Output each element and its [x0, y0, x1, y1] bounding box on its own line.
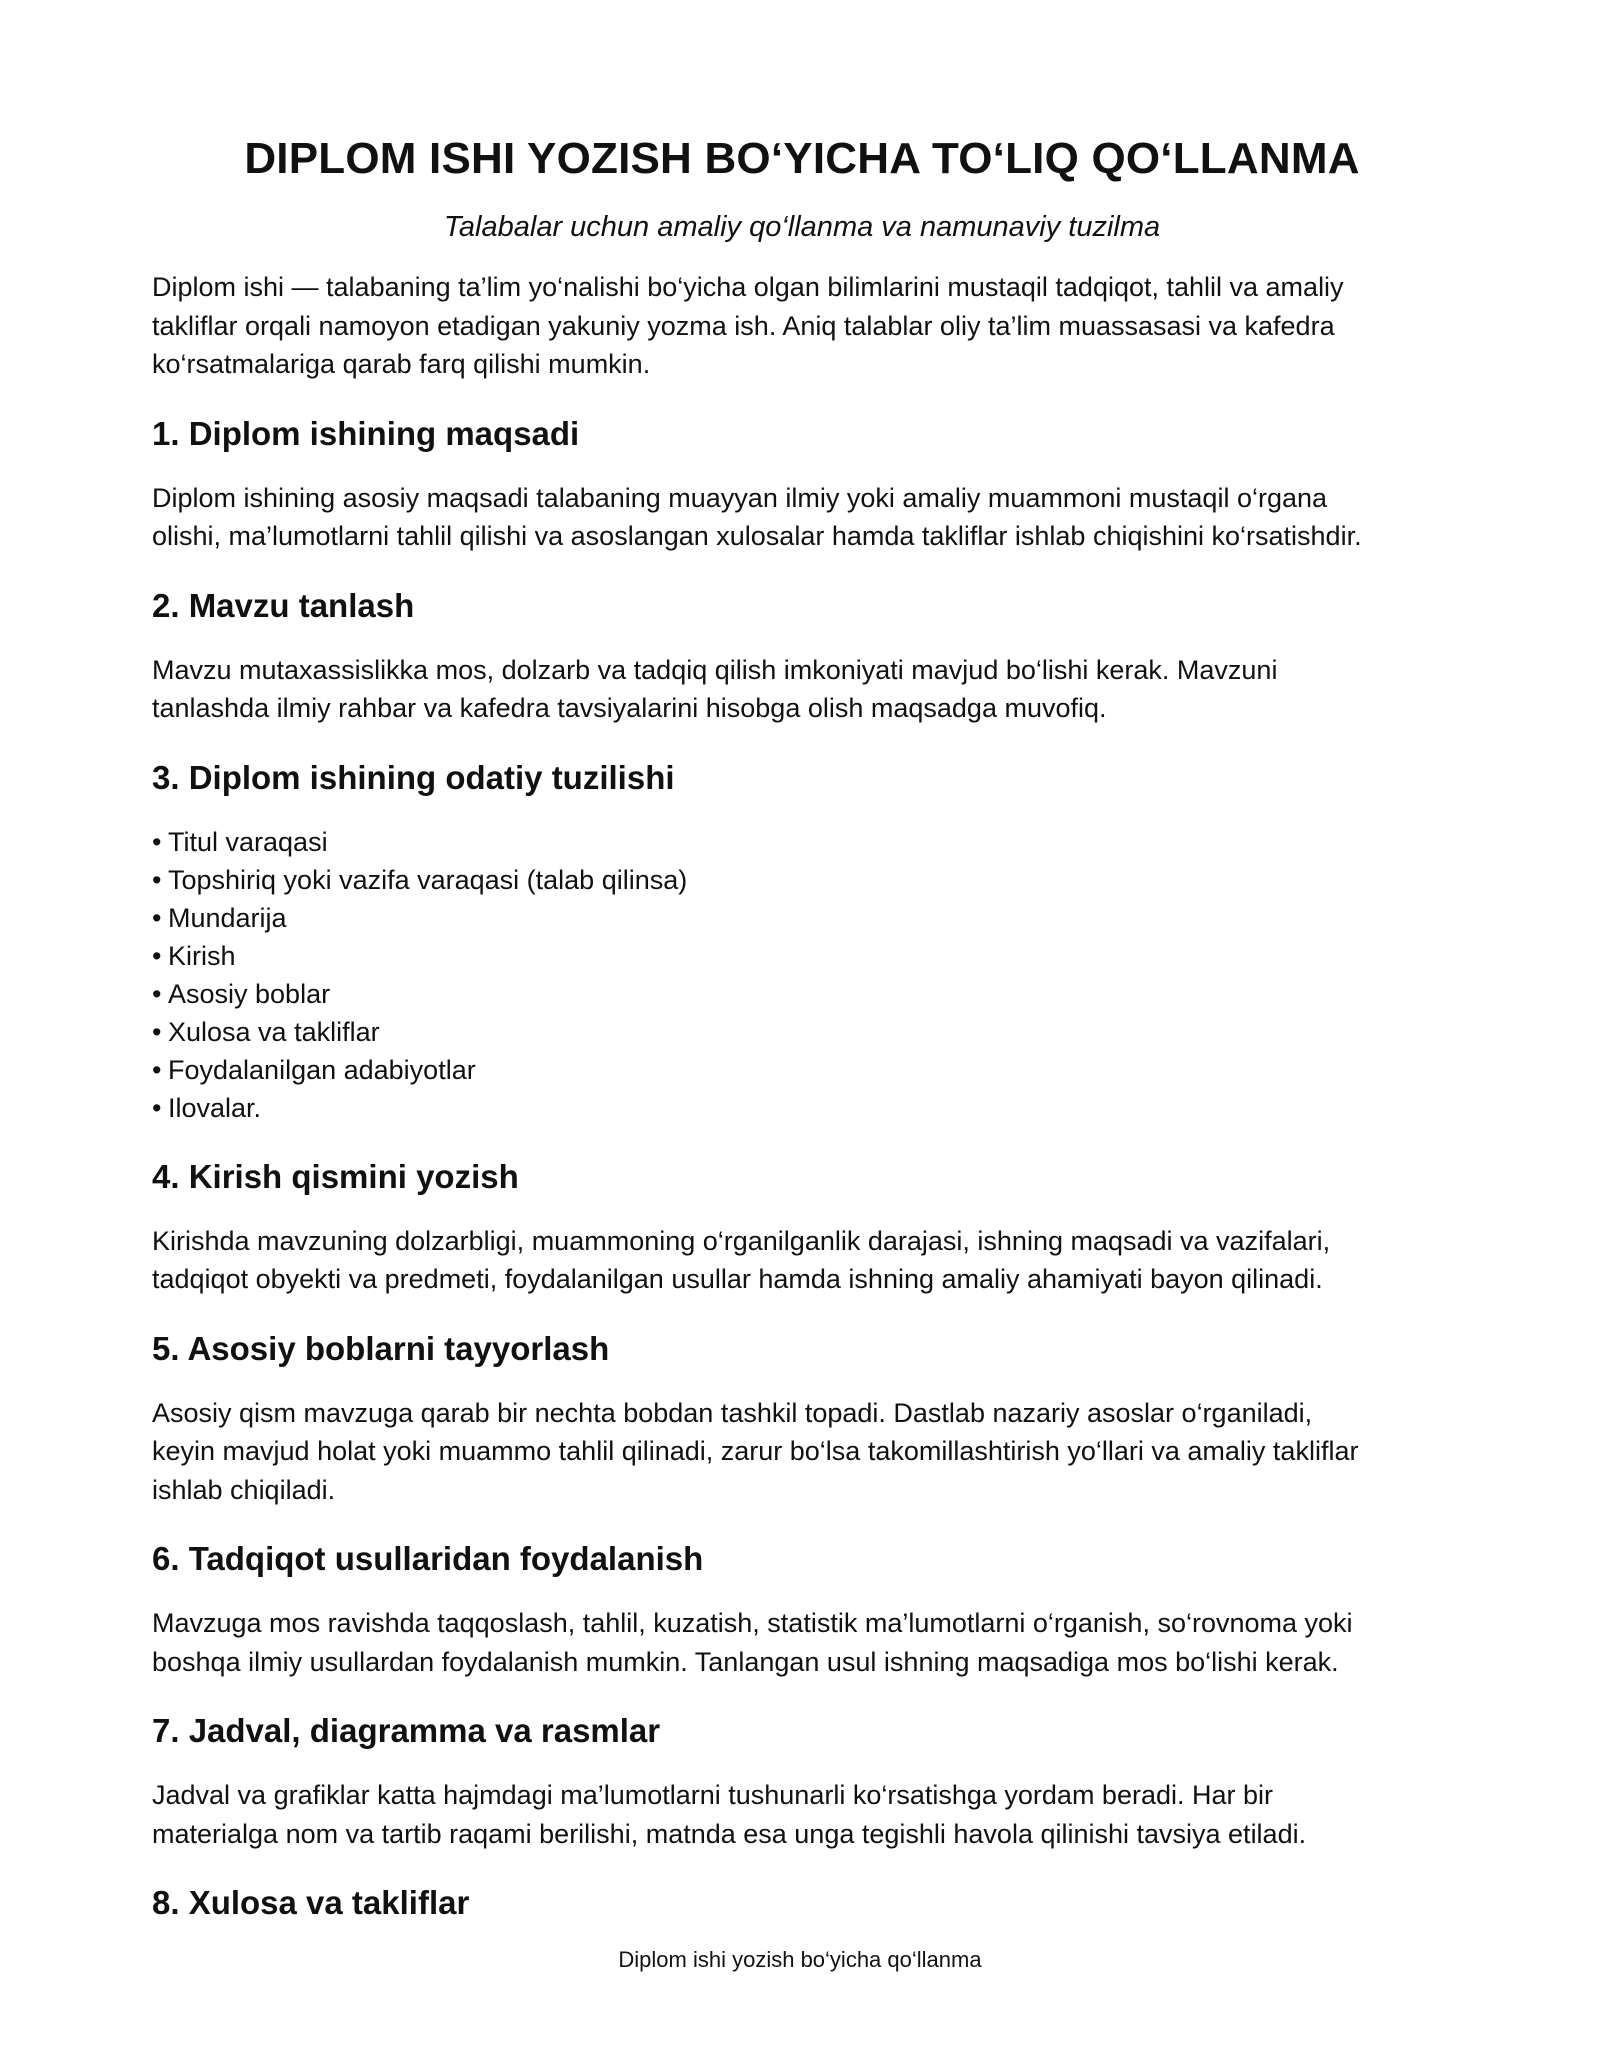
section-body-introduction	[152, 1222, 1452, 1299]
section-body-main-chapters	[152, 1394, 1452, 1510]
intro-line: takliflar orqali namoyon etadigan yakuniy yozma ish. Aniq talablar oliy ta’lim muassasasi va kafedra	[152, 310, 1335, 341]
bullet-icon: •	[152, 902, 162, 933]
paragraph-line: ishlab chiqiladi.	[152, 1474, 336, 1505]
section-body-tables-figures	[152, 1776, 1452, 1853]
paragraph-line: olishi, ma’lumotlarni tahlil qilishi va asoslangan xulosalar hamda takliflar ishlab chiqishini ko‘rsatishdir.	[152, 521, 1362, 551]
paragraph-line: Mavzu mutaxassislikka mos, dolzarb va tadqiq qilish imkoniyati mavjud bo‘lishi kerak. Mavzuni	[152, 654, 1278, 685]
paragraph-line: Kirishda mavzuning dolzarbligi, muammoning o‘rganilganlik darajasi, ishning maqsadi va vazifalari,	[152, 1225, 1331, 1256]
section-body-topic	[152, 651, 1452, 728]
intro-paragraph	[152, 268, 1452, 384]
section-heading-methods: 6. Tadqiqot usullaridan foydalanish	[152, 1540, 704, 1577]
section-body-methods	[152, 1604, 1452, 1681]
section-heading-tables-figures: 7. Jadval, diagramma va rasmlar	[152, 1712, 661, 1749]
intro-line: ko‘rsatmalariga qarab farq qilishi mumkin.	[152, 349, 651, 379]
list-item-text: Asosiy boblar	[168, 978, 331, 1009]
section-heading-introduction: 4. Kirish qismini yozish	[152, 1157, 519, 1195]
intro-line: Diplom ishi — talabaning ta’lim yo‘nalishi bo‘yicha olgan bilimlarini mustaqil tadqiqot, tahlil va amaliy	[152, 272, 1344, 302]
paragraph-line: Asosiy qism mavzuga qarab bir nechta bobdan tashkil topadi. Dastlab nazariy asoslar o‘rganiladi,	[152, 1397, 1313, 1428]
list-item-text: Xulosa va takliflar	[168, 1016, 380, 1047]
paragraph-line: Diplom ishining asosiy maqsadi talabaning muayyan ilmiy yoki amaliy muammoni mustaqil o‘rgana	[152, 482, 1328, 513]
section-heading-topic: 2. Mavzu tanlash	[152, 586, 415, 624]
list-item-text: Kirish	[168, 940, 236, 971]
bullet-icon: •	[152, 940, 162, 971]
paragraph-line: keyin mavjud holat yoki muammo tahlil qilinadi, zarur bo‘lsa takomillashtirish yo‘llari va amaliy takliflar	[152, 1436, 1359, 1466]
section-body-purpose	[152, 479, 1452, 556]
list-item-text: Mundarija	[168, 902, 287, 933]
bullet-icon: •	[152, 826, 162, 857]
list-item	[152, 861, 1452, 899]
structure-list	[152, 823, 1452, 1127]
list-item	[152, 823, 1452, 861]
list-item-text: Topshiriq yoki vazifa varaqasi (talab qilinsa)	[168, 864, 688, 895]
paragraph-line: Jadval va grafiklar katta hajmdagi ma’lumotlarni tushunarli ko‘rsatishga yordam beradi. Har bir	[152, 1780, 1274, 1810]
section-heading-main-chapters: 5. Asosiy boblarni tayyorlash	[152, 1329, 610, 1367]
list-item-text: Foydalanilgan adabiyotlar	[168, 1054, 476, 1085]
bullet-icon: •	[152, 1016, 162, 1047]
list-item	[152, 1089, 1452, 1127]
bullet-icon: •	[152, 864, 162, 895]
list-item	[152, 975, 1452, 1013]
section-heading-structure: 3. Diplom ishining odatiy tuzilishi	[152, 758, 675, 796]
bullet-icon: •	[152, 1092, 162, 1123]
section-heading-conclusion: 8. Xulosa va takliflar	[152, 1884, 470, 1921]
section-heading-purpose: 1. Diplom ishining maqsadi	[152, 414, 580, 452]
list-item	[152, 899, 1452, 937]
paragraph-line: boshqa ilmiy usullardan foydalanish mumkin. Tanlangan usul ishning maqsadiga mos bo‘lishi kerak.	[152, 1646, 1339, 1677]
paragraph-line: tadqiqot obyekti va predmeti, foydalanilgan usullar hamda ishning amaliy ahamiyati bayon qilinadi.	[152, 1264, 1323, 1294]
list-item	[152, 1013, 1452, 1051]
document-subtitle: Talabalar uchun amaliy qo‘llanma va namunaviy tuzilma	[443, 211, 1161, 243]
paragraph-line: Mavzuga mos ravishda taqqoslash, tahlil, kuzatish, statistik ma’lumotlarni o‘rganish, so‘rovnoma yoki	[152, 1608, 1353, 1638]
bullet-icon: •	[152, 1054, 162, 1085]
list-item-text: Ilovalar.	[168, 1092, 262, 1123]
list-item-text: Titul varaqasi	[168, 826, 328, 857]
paragraph-line: tanlashda ilmiy rahbar va kafedra tavsiyalarini hisobga olish maqsadga muvofiq.	[152, 693, 1107, 723]
document-title: DIPLOM ISHI YOZISH BO‘YICHA TO‘LIQ QO‘LLANMA	[244, 134, 1360, 183]
list-item	[152, 1051, 1452, 1089]
bullet-icon: •	[152, 978, 162, 1009]
page-footer: Diplom ishi yozish bo‘yicha qo‘llanma	[618, 1947, 982, 1972]
paragraph-line: materialga nom va tartib raqami berilishi, matnda esa unga tegishli havola qilinishi tavsiya etiladi.	[152, 1818, 1307, 1849]
list-item	[152, 937, 1452, 975]
document-page	[152, 132, 1452, 1924]
